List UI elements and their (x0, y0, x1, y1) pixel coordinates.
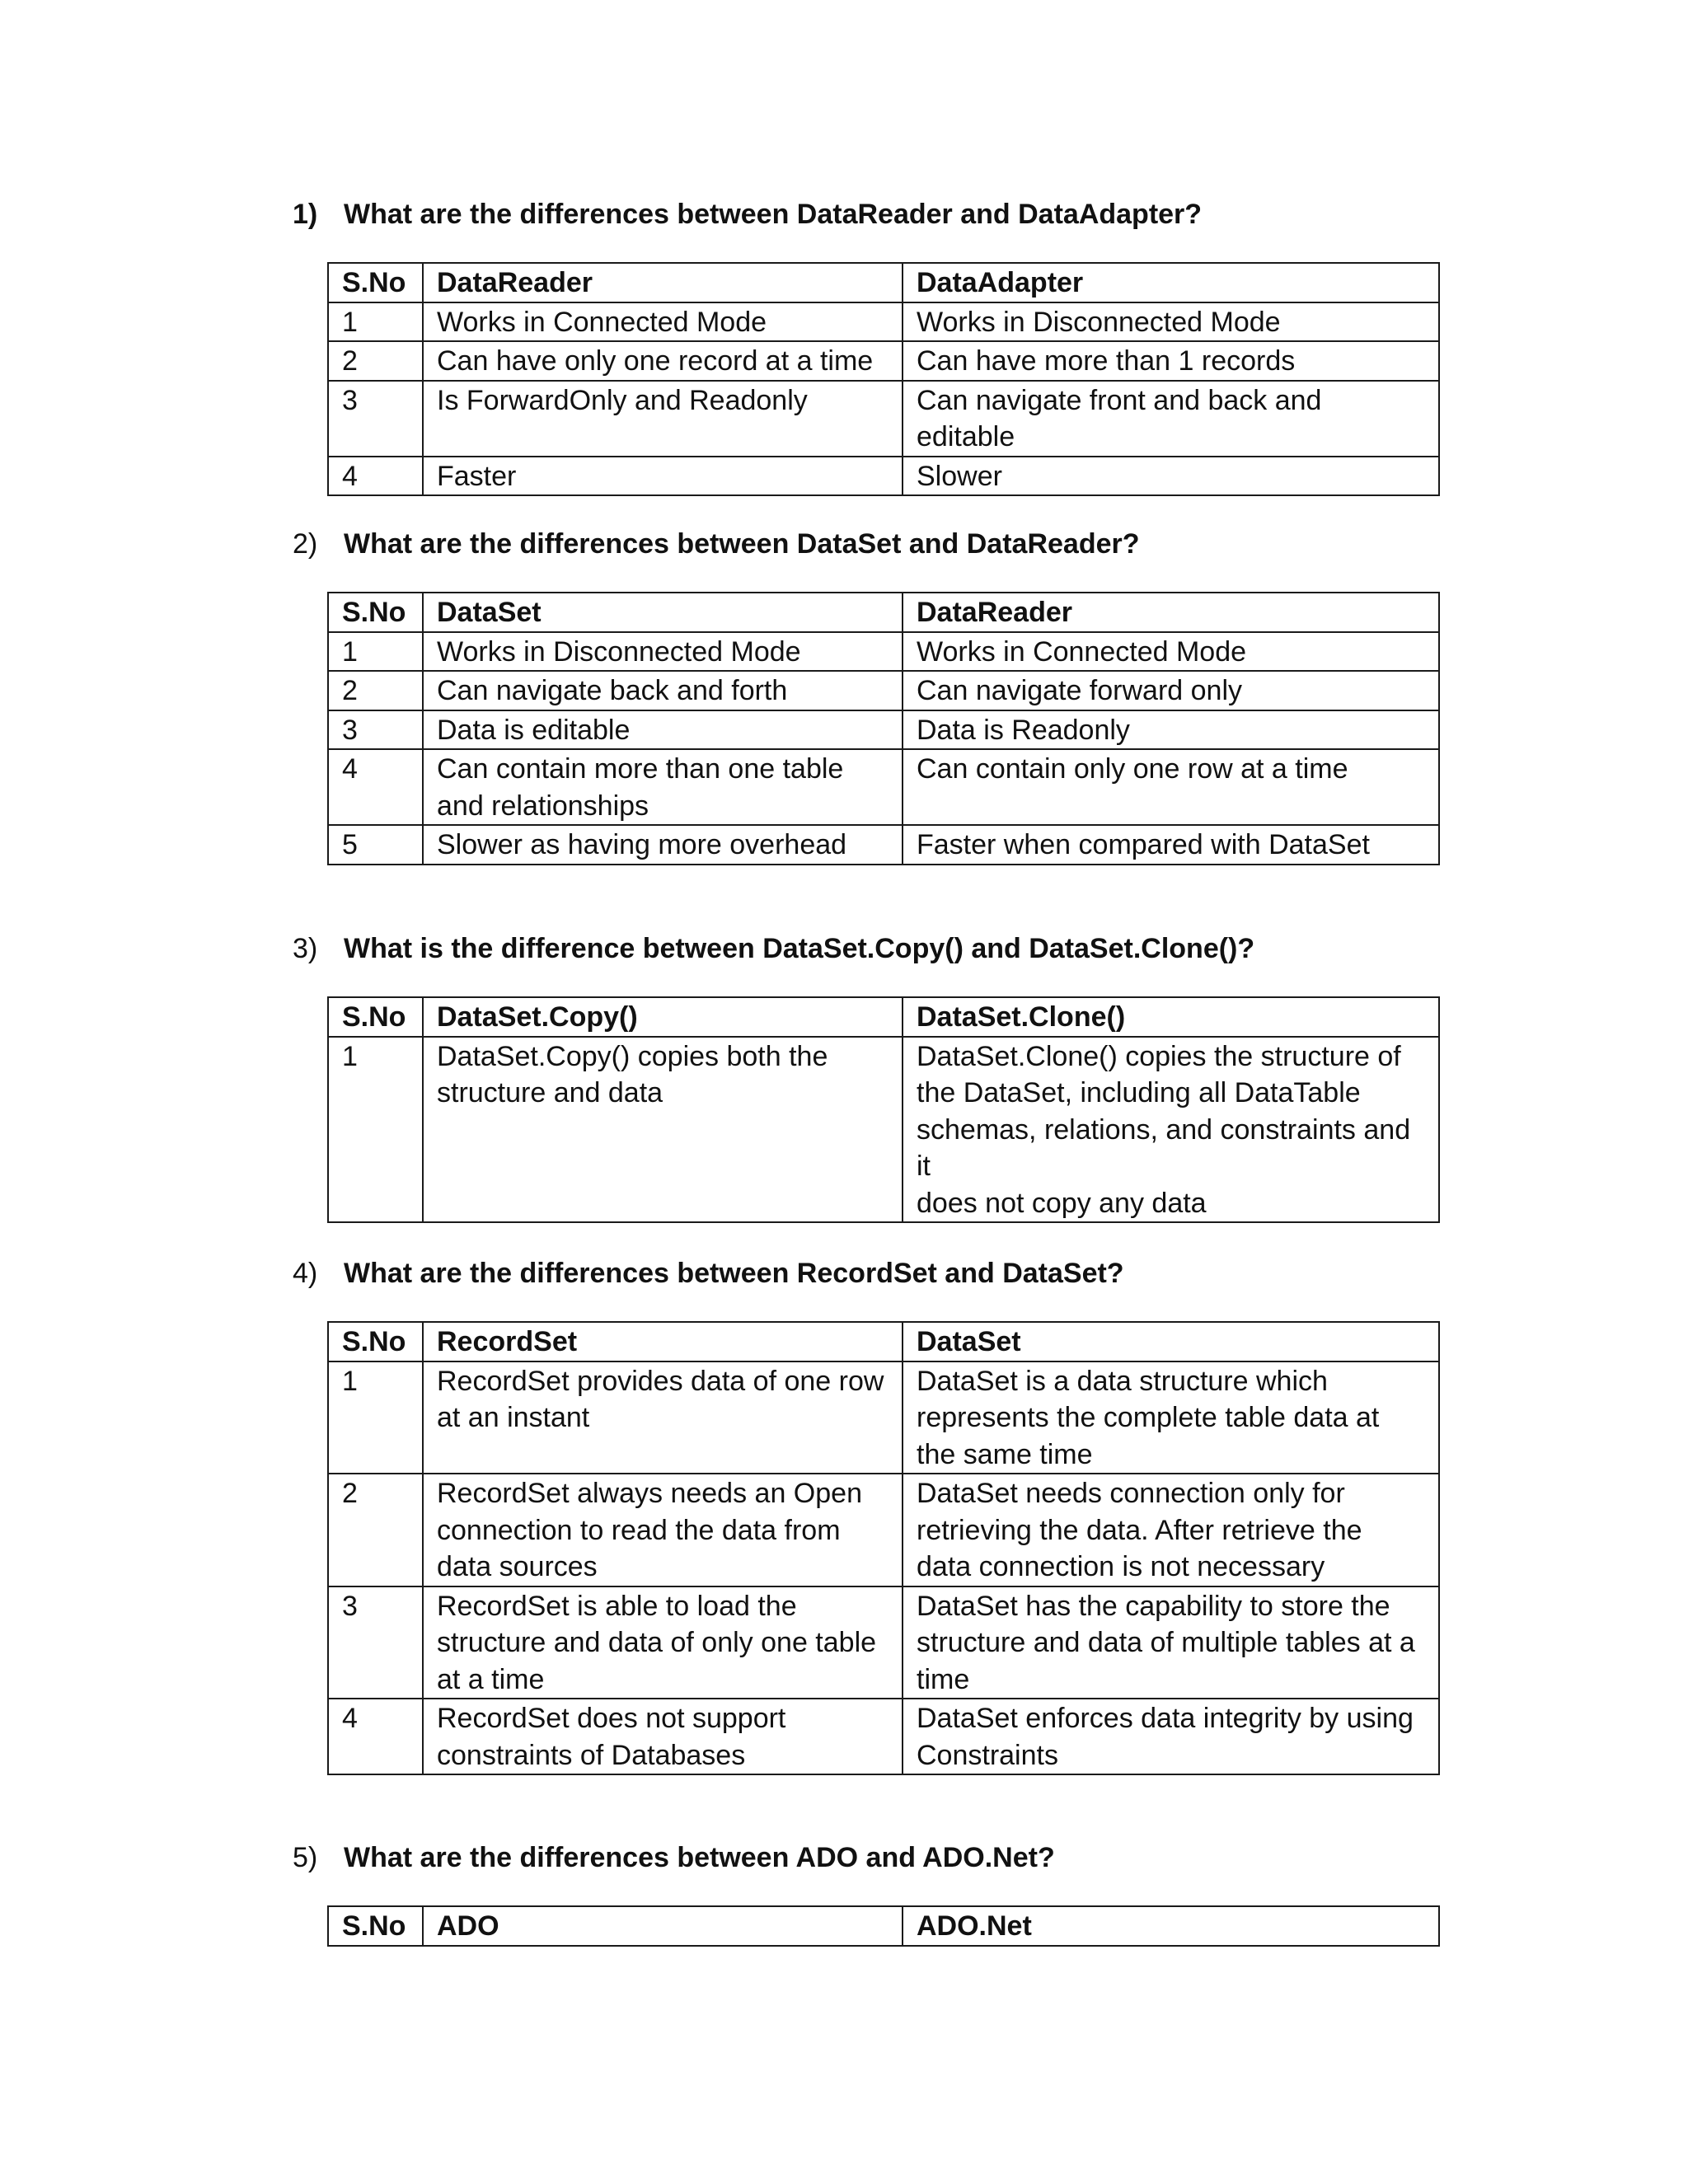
left-cell: Faster (423, 457, 903, 496)
right-cell (903, 1037, 1439, 1223)
question-heading (293, 526, 1438, 562)
column-header-right: DataSet (903, 1322, 1439, 1361)
row-number-cell: 4 (328, 1699, 423, 1774)
question-text: What are the differences between ADO and ADO.Net? (344, 1842, 1055, 1873)
right-cell (903, 1361, 1439, 1474)
column-header-right: DataSet.Clone() (903, 997, 1439, 1037)
question-number: 2) (293, 528, 318, 560)
question-number: 1) (293, 199, 318, 230)
column-header-left: DataSet.Copy() (423, 997, 903, 1037)
table-row (328, 1474, 1439, 1586)
column-header-sno: S.No (328, 593, 423, 632)
table-header-row (328, 997, 1439, 1037)
right-cell: Works in Connected Mode (903, 632, 1439, 672)
table-row (328, 1699, 1439, 1774)
cell-line: DataSet.Copy() copies both the (437, 1040, 828, 1072)
right-cell: Works in Disconnected Mode (903, 302, 1439, 342)
cell-line: Can contain more than one table (437, 753, 844, 785)
section-4 (293, 1255, 1438, 1775)
table-row (328, 1037, 1439, 1223)
left-cell: Works in Disconnected Mode (423, 632, 903, 672)
column-header-left: DataReader (423, 263, 903, 302)
comparison-table (327, 262, 1440, 496)
section-3 (293, 930, 1438, 1223)
comparison-table (327, 1905, 1440, 1947)
left-cell: Works in Connected Mode (423, 302, 903, 342)
left-cell (423, 749, 903, 825)
row-number-cell: 2 (328, 1474, 423, 1586)
table-row (328, 302, 1439, 342)
question-number: 3) (293, 933, 318, 964)
row-number-cell: 1 (328, 1361, 423, 1474)
row-number-cell: 2 (328, 671, 423, 710)
table-row (328, 710, 1439, 750)
cell-line: Constraints (917, 1739, 1058, 1771)
column-header-sno: S.No (328, 1322, 423, 1361)
cell-line: the DataSet, including all DataTable (917, 1077, 1361, 1108)
right-cell: Can navigate front and back and editable (903, 381, 1439, 457)
table-header-row (328, 593, 1439, 632)
cell-line: DataSet has the capability to store the (917, 1590, 1390, 1622)
row-number-cell: 1 (328, 632, 423, 672)
cell-line: at a time (437, 1663, 545, 1695)
cell-line: and relationships (437, 790, 649, 822)
cell-line: schemas, relations, and constraints and it (917, 1113, 1411, 1182)
cell-line: RecordSet is able to load the (437, 1590, 797, 1622)
column-header-right: ADO.Net (903, 1906, 1439, 1946)
question-text: What is the difference between DataSet.Copy() and DataSet.Clone()? (344, 933, 1255, 964)
column-header-right: DataReader (903, 593, 1439, 632)
question-text: What are the differences between DataSet and DataReader? (344, 528, 1140, 560)
cell-line: at an instant (437, 1402, 590, 1433)
comparison-table (327, 1321, 1440, 1775)
table-row (328, 749, 1439, 825)
row-number-cell: 2 (328, 341, 423, 381)
column-header-right: DataAdapter (903, 263, 1439, 302)
left-cell: Is ForwardOnly and Readonly (423, 381, 903, 457)
table-row (328, 341, 1439, 381)
cell-line: retrieving the data. After retrieve the (917, 1514, 1362, 1546)
row-number-cell: 3 (328, 710, 423, 750)
question-heading (293, 1840, 1438, 1876)
cell-line: RecordSet provides data of one row (437, 1365, 884, 1397)
cell-line: structure and data of multiple tables at a (917, 1627, 1415, 1658)
comparison-table (327, 592, 1440, 865)
cell-line: data connection is not necessary (917, 1551, 1325, 1582)
cell-line: represents the complete table data at (917, 1402, 1380, 1433)
cell-line: time (917, 1663, 970, 1695)
table-header-row (328, 1322, 1439, 1361)
cell-line: structure and data of only one table (437, 1627, 877, 1658)
cell-line: DataSet.Clone() copies the structure of (917, 1040, 1401, 1072)
table-header-row (328, 1906, 1439, 1946)
table-header-row (328, 263, 1439, 302)
table-row (328, 1361, 1439, 1474)
question-heading (293, 196, 1438, 232)
left-cell (423, 1037, 903, 1223)
right-cell: Faster when compared with DataSet (903, 825, 1439, 865)
right-cell (903, 1586, 1439, 1699)
row-number-cell: 5 (328, 825, 423, 865)
left-cell (423, 1474, 903, 1586)
cell-line: data sources (437, 1551, 598, 1582)
column-header-sno: S.No (328, 1906, 423, 1946)
column-header-left: ADO (423, 1906, 903, 1946)
left-cell: Slower as having more overhead (423, 825, 903, 865)
question-number: 5) (293, 1842, 318, 1873)
comparison-table (327, 996, 1440, 1223)
cell-line: structure and data (437, 1077, 663, 1108)
table-row (328, 632, 1439, 672)
cell-line: does not copy any data (917, 1187, 1207, 1219)
column-header-left: RecordSet (423, 1322, 903, 1361)
row-number-cell: 1 (328, 302, 423, 342)
section-2 (293, 526, 1438, 865)
right-cell (903, 1699, 1439, 1774)
right-cell: Slower (903, 457, 1439, 496)
left-cell: Can have only one record at a time (423, 341, 903, 381)
right-cell (903, 1474, 1439, 1586)
row-number-cell: 3 (328, 1586, 423, 1699)
cell-line: DataSet enforces data integrity by using (917, 1703, 1414, 1734)
section-1 (293, 196, 1438, 496)
right-cell: Can contain only one row at a time (903, 749, 1439, 825)
section-5 (293, 1840, 1438, 1947)
left-cell (423, 1699, 903, 1774)
left-cell (423, 1361, 903, 1474)
question-heading (293, 1255, 1438, 1291)
table-row (328, 825, 1439, 865)
row-number-cell: 1 (328, 1037, 423, 1223)
cell-line: RecordSet does not support (437, 1703, 786, 1734)
left-cell: Data is editable (423, 710, 903, 750)
cell-line: RecordSet always needs an Open (437, 1478, 862, 1509)
cell-line: the same time (917, 1438, 1093, 1470)
table-row (328, 381, 1439, 457)
column-header-left: DataSet (423, 593, 903, 632)
column-header-sno: S.No (328, 997, 423, 1037)
table-row (328, 457, 1439, 496)
left-cell (423, 1586, 903, 1699)
row-number-cell: 3 (328, 381, 423, 457)
cell-line: DataSet is a data structure which (917, 1365, 1328, 1397)
column-header-sno: S.No (328, 263, 423, 302)
question-number: 4) (293, 1258, 318, 1289)
left-cell: Can navigate back and forth (423, 671, 903, 710)
cell-line: constraints of Databases (437, 1739, 746, 1771)
right-cell: Data is Readonly (903, 710, 1439, 750)
table-row (328, 1586, 1439, 1699)
row-number-cell: 4 (328, 457, 423, 496)
row-number-cell: 4 (328, 749, 423, 825)
question-text: What are the differences between DataReader and DataAdapter? (344, 199, 1203, 230)
table-row (328, 671, 1439, 710)
cell-line: connection to read the data from (437, 1514, 841, 1546)
right-cell: Can navigate forward only (903, 671, 1439, 710)
cell-line: DataSet needs connection only for (917, 1478, 1345, 1509)
right-cell: Can have more than 1 records (903, 341, 1439, 381)
question-heading (293, 930, 1438, 967)
question-text: What are the differences between RecordSet and DataSet? (344, 1258, 1124, 1289)
